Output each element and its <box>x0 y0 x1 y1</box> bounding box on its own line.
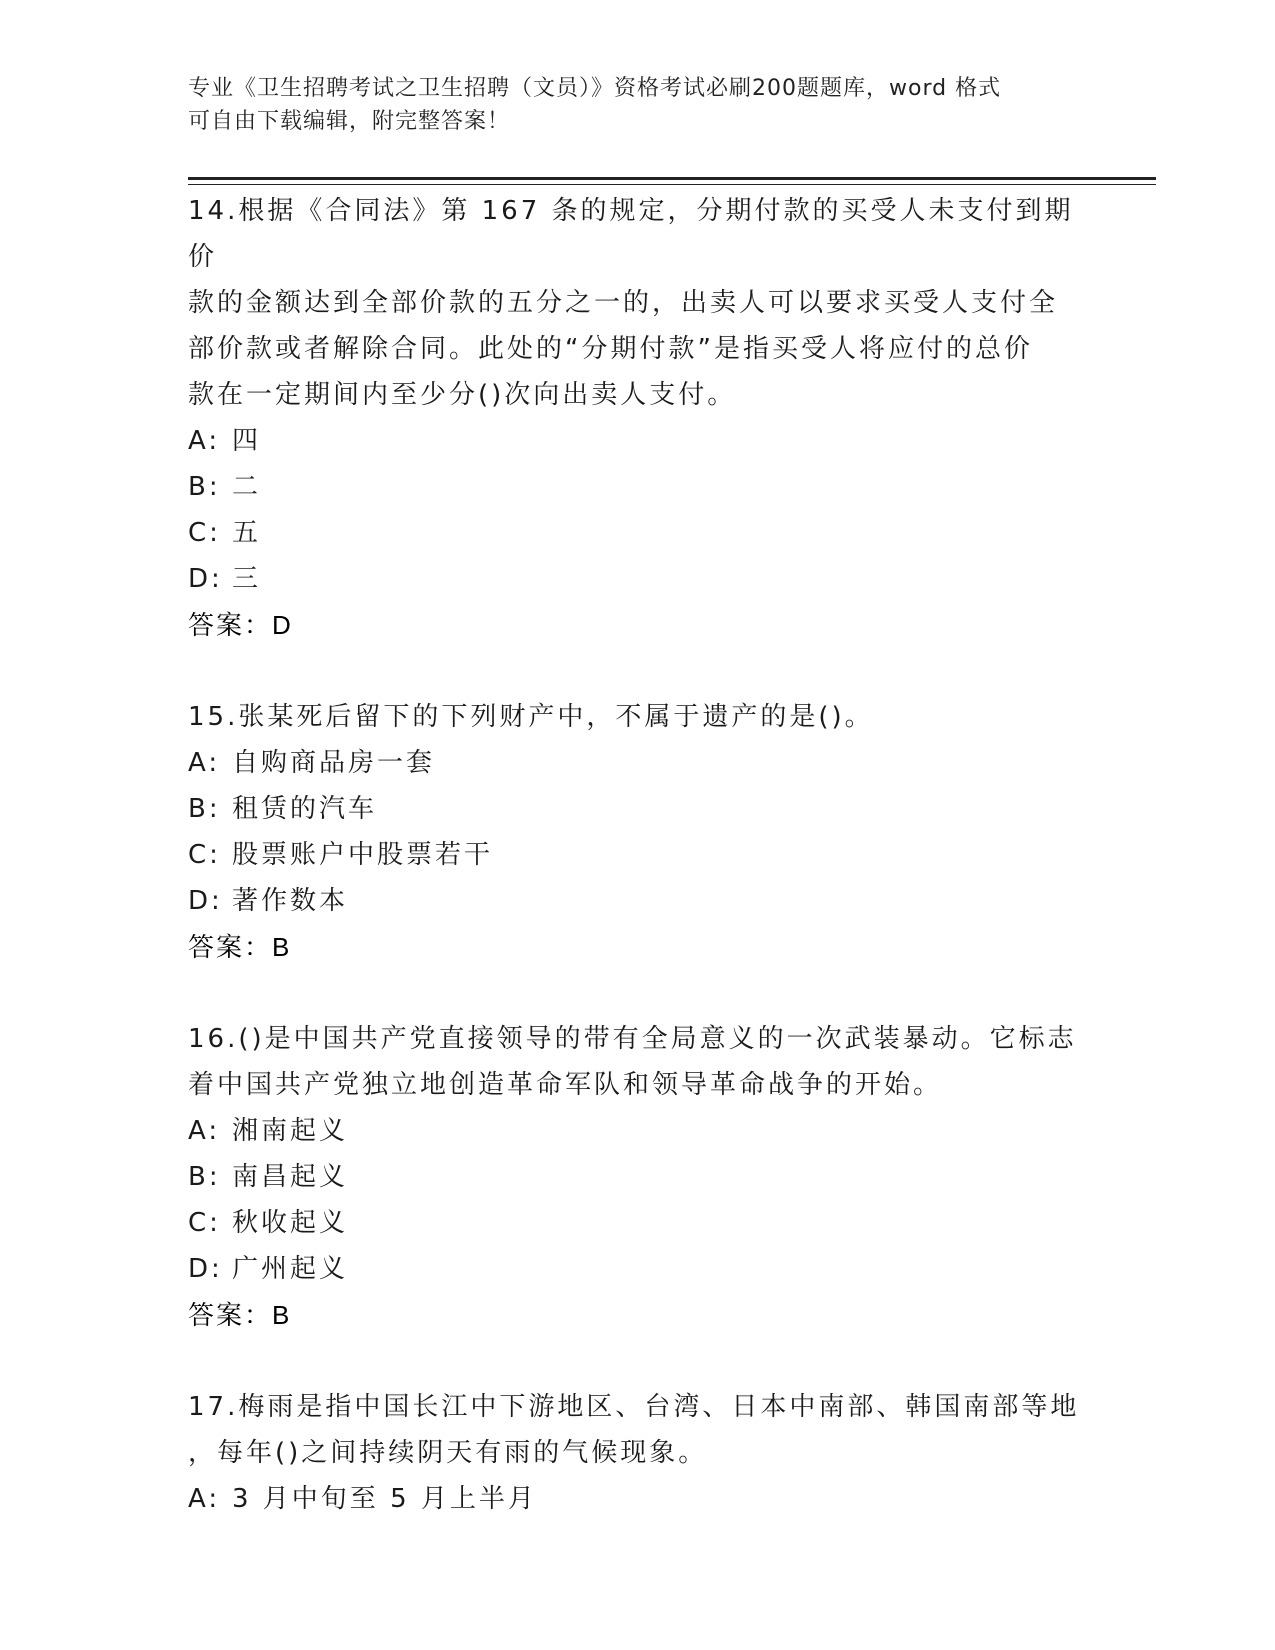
option-key: B: <box>188 1162 221 1192</box>
option-a <box>188 1108 1088 1154</box>
option-c <box>188 1200 1088 1246</box>
option-key: D: <box>188 1254 223 1284</box>
option-key: D: <box>188 564 223 594</box>
option-b <box>188 1154 1088 1200</box>
option-key: B: <box>188 794 221 824</box>
question-text <box>188 1016 1088 1108</box>
option-text: 二 <box>232 472 262 502</box>
spacer <box>188 970 1088 1016</box>
option-b <box>188 786 1088 832</box>
answer-line: 答案：B <box>188 1300 292 1330</box>
question-16 <box>188 1016 1088 1338</box>
option-key: A: <box>188 748 221 778</box>
option-a <box>188 1476 1088 1522</box>
question-line: 着中国共产党独立地创造革命军队和领导革命战争的开始。 <box>188 1070 943 1100</box>
option-key: A: <box>188 1116 221 1146</box>
question-text <box>188 1384 1088 1476</box>
option-d <box>188 878 1088 924</box>
spacer <box>188 1338 1088 1384</box>
header-divider-thin <box>188 184 1156 185</box>
question-line: 部价款或者解除合同。此处的“分期付款”是指买受人将应付的总价 <box>188 334 1033 364</box>
question-line: 15.张某死后留下的下列财产中，不属于遗产的是()。 <box>188 702 874 732</box>
answer-line: 答案：D <box>188 610 293 640</box>
header-divider-thick <box>188 177 1156 180</box>
option-a <box>188 418 1088 464</box>
question-line: 14.根据《合同法》第 167 条的规定，分期付款的买受人未支付到期价 <box>188 196 1074 272</box>
header-line-1: 专业《卫生招聘考试之卫生招聘（文员）》资格考试必刷200题题库，word 格式 <box>188 76 1002 101</box>
document-header <box>188 72 1068 138</box>
question-14 <box>188 188 1088 648</box>
question-15 <box>188 694 1088 970</box>
question-line: 17.梅雨是指中国长江中下游地区、台湾、日本中南部、韩国南部等地 <box>188 1392 1080 1422</box>
option-b <box>188 464 1088 510</box>
option-d <box>188 1246 1088 1292</box>
option-c <box>188 832 1088 878</box>
option-key: C: <box>188 840 221 870</box>
question-line: 款在一定期间内至少分()次向出卖人支付。 <box>188 380 737 410</box>
option-text: 股票账户中股票若干 <box>232 840 494 870</box>
header-line-2: 可自由下载编辑，附完整答案！ <box>188 109 511 134</box>
question-list <box>188 188 1088 1522</box>
option-key: B: <box>188 472 221 502</box>
option-text: 湘南起义 <box>232 1116 349 1146</box>
option-text: 四 <box>232 426 262 456</box>
option-text: 租赁的汽车 <box>232 794 378 824</box>
option-text: 南昌起义 <box>232 1162 349 1192</box>
option-text: 五 <box>232 518 262 548</box>
option-key: C: <box>188 518 221 548</box>
question-line: 16.()是中国共产党直接领导的带有全局意义的一次武装暴动。它标志 <box>188 1024 1077 1054</box>
option-c <box>188 510 1088 556</box>
option-text: 著作数本 <box>232 886 349 916</box>
option-key: A: <box>188 1484 221 1514</box>
question-17 <box>188 1384 1088 1522</box>
option-a <box>188 740 1088 786</box>
question-text <box>188 694 1088 740</box>
option-text: 广州起义 <box>232 1254 349 1284</box>
option-d <box>188 556 1088 602</box>
option-text: 3 月中旬至 5 月上半月 <box>232 1484 537 1514</box>
option-key: D: <box>188 886 223 916</box>
spacer <box>188 648 1088 694</box>
option-key: C: <box>188 1208 221 1238</box>
answer-line: 答案：B <box>188 932 292 962</box>
option-key: A: <box>188 426 221 456</box>
option-text: 自购商品房一套 <box>232 748 436 778</box>
question-text <box>188 188 1088 418</box>
option-text: 秋收起义 <box>232 1208 349 1238</box>
option-text: 三 <box>232 564 262 594</box>
question-line: ，每年()之间持续阴天有雨的气候现象。 <box>188 1438 708 1468</box>
question-line: 款的金额达到全部价款的五分之一的，出卖人可以要求买受人支付全 <box>188 288 1059 318</box>
